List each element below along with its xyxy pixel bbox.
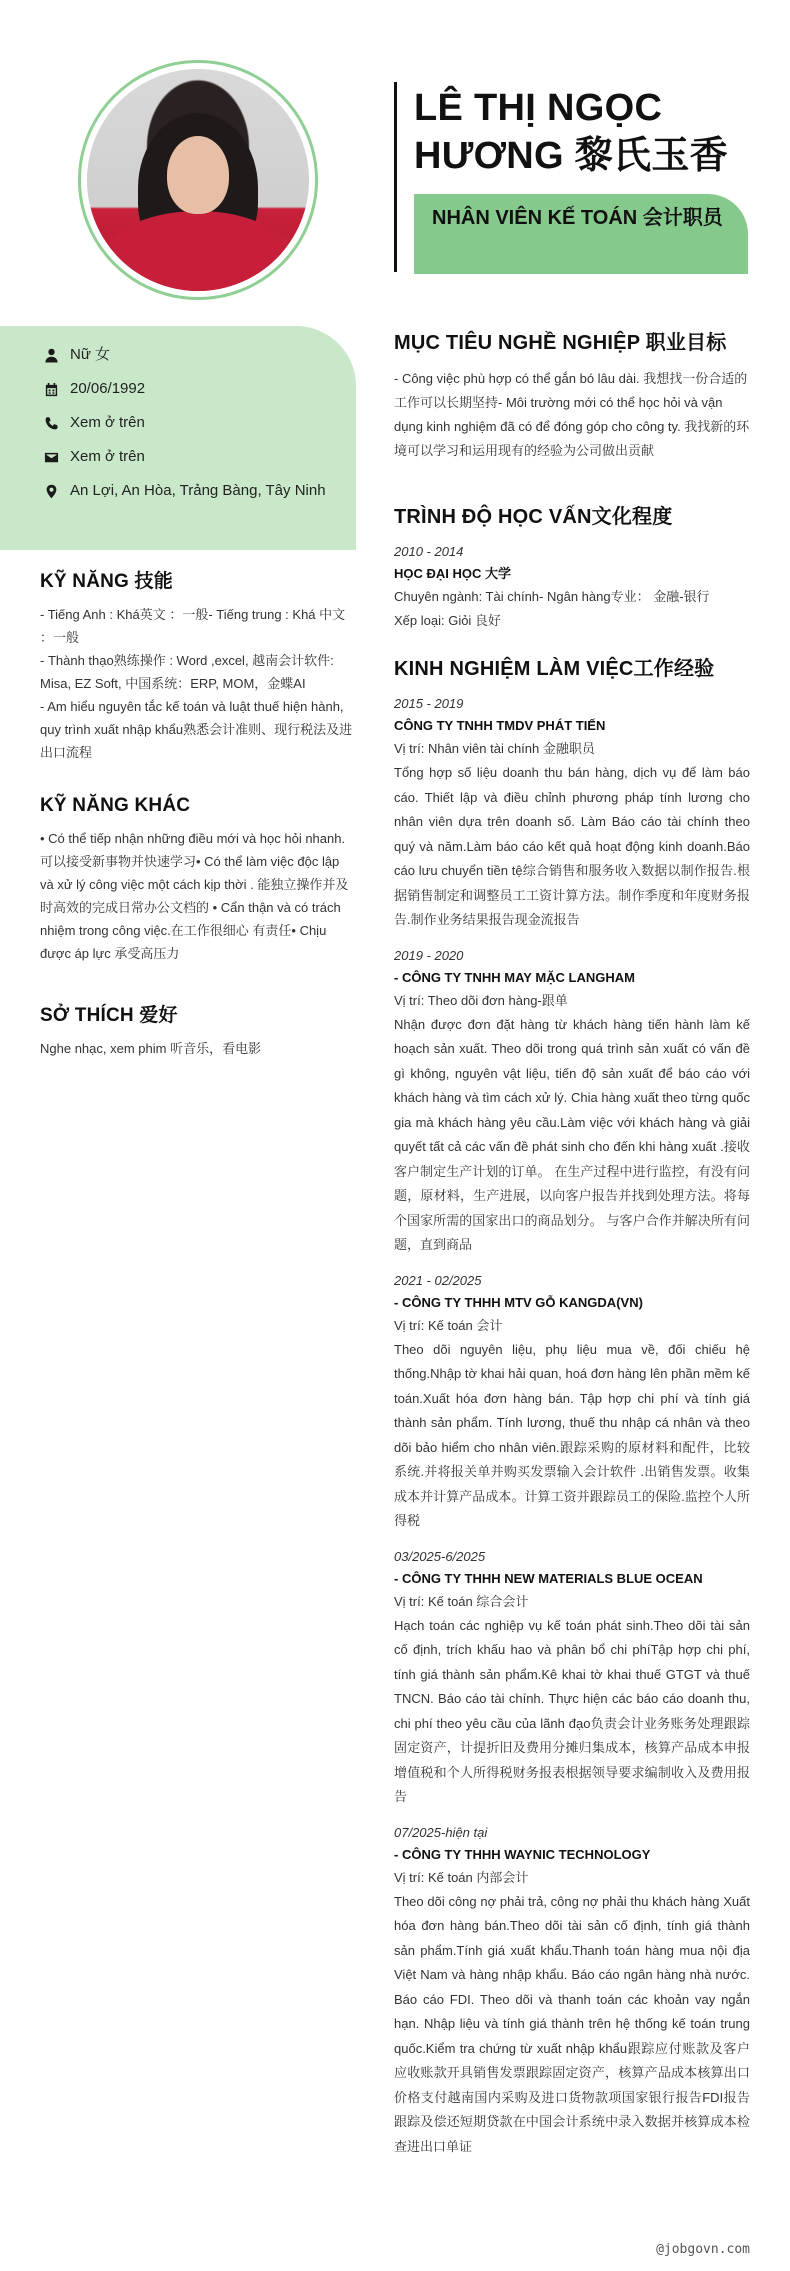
job-position: Vị trí: Kế toán 综合会计: [394, 1593, 529, 1609]
email-text: Xem ở trên: [70, 448, 145, 465]
profile-photo-frame: [78, 60, 318, 300]
job-period: 2019 - 2020: [394, 947, 464, 963]
education-major: Chuyên ngành: Tài chính- Ngân hàng专业： 金融-银行: [394, 589, 710, 604]
job-company: - CÔNG TY TNHH MAY MẶC LANGHAM: [394, 969, 635, 985]
gender-text: Nữ 女: [70, 346, 111, 363]
education-heading: TRÌNH ĐỘ HỌC VẤN文化程度: [394, 506, 673, 528]
job-period: 2015 - 2019: [394, 696, 464, 711]
address-text: An Lợi, An Hòa, Trảng Bàng, Tây Ninh: [70, 482, 326, 499]
objective-heading: MỤC TIÊU NGHỀ NGHIỆP 职业目标: [394, 332, 727, 354]
hobbies-section: [40, 1000, 356, 1060]
birthday-text: 20/06/1992: [70, 380, 146, 397]
contact-birthday: [44, 378, 336, 400]
calendar-icon: [44, 378, 70, 400]
experience-item: [394, 1822, 750, 2160]
skills-section: [40, 566, 356, 764]
skills-heading: KỸ NĂNG 技能: [40, 571, 173, 592]
job-title-badge: NHÂN VIÊN KẾ TOÁN 会计职员: [414, 194, 748, 274]
job-position: Vị trí: Nhân viên tài chính 金融职员: [394, 741, 595, 756]
job-description: Theo dõi nguyên liệu, phụ liệu mua về, đối chiếu hệ thống.Nhập tờ khai hải quan, hoá đơn hàng lên phần mềm kế toán.Xuất hóa đơn hàng bán. Tập hợp chi phí và tính giá thành sản phẩm. Tính lương, thuế thu nhập cá nhân và theo dõi bảo hiểm cho nhân viên.跟踪采购的原材料和配件，比较系统.并将报关单并购买发票输入会计软件 .出销售发票。收集成本并计算产品成本。计算工资并跟踪员工的保险.监控个人所得税: [394, 1341, 750, 1528]
candidate-name: LÊ THỊ NGỌC HƯƠNG 黎氏玉香: [414, 87, 728, 177]
job-position: Vị trí: Kế toán 会计: [394, 1317, 503, 1333]
education-school: HỌC ĐẠI HỌC 大学: [394, 566, 512, 581]
location-pin-icon: [44, 480, 70, 502]
contact-phone: [44, 412, 336, 434]
watermark: @jobgovn.com: [656, 2242, 750, 2257]
education-grade: Xếp loại: Giỏi 良好: [394, 613, 501, 628]
other-skills-text: • Có thể tiếp nhận những điều mới và học hỏi nhanh. 可以接受新事物并快速学习• Có thể làm việc độc lập và xử lý công việc một cách kịp thời . 能独立操作并及时高效的完成日常办公文档的 • Cẩn thận và có trách nhiệm trong công việc.在工作很细心 有责任• Chịu được áp lực 承受高压力: [40, 831, 349, 961]
other-skills-section: [40, 795, 356, 965]
job-period: 03/2025-6/2025: [394, 1548, 486, 1564]
objective-text: - Công việc phù hợp có thể gắn bó lâu dài. 我想找一份合适的工作可以长期坚持- Môi trường mới có thể học hỏi và vận dụng kinh nghiệm đã có để đóng góp cho công ty. 我找新的环境可以学习和运用现有的经验为公司做出贡献: [394, 371, 750, 458]
job-description: Tổng hợp số liệu doanh thu bán hàng, dịch vụ để làm báo cáo. Thiết lập và điều chỉnh phương pháp tính lương cho nhân viên dựa trên doanh số. Làm Báo cáo tài chính theo quý và năm.Làm báo cáo kết quả hoạt động kinh doanh.Báo cáo lưu chuyển tiền tệ综合销售和服务收入数据以制作报告.根据销售制定和调整员工工资计算方法。制作季度和年度财务报告.制作业务结果报告现金流报告: [394, 765, 750, 927]
envelope-icon: [44, 446, 70, 468]
job-period: 07/2025-hiện tại: [394, 1824, 488, 1840]
job-position: Vị trí: Theo dõi đơn hàng-跟单: [394, 992, 568, 1008]
job-company: - CÔNG TY THHH NEW MATERIALS BLUE OCEAN: [394, 1570, 703, 1586]
job-company: CÔNG TY TNHH TMDV PHÁT TIẾN: [394, 718, 606, 733]
phone-icon: [44, 412, 70, 434]
education-period: 2010 - 2014: [394, 544, 464, 559]
profile-photo: [87, 69, 309, 291]
education-section: [394, 500, 750, 633]
experience-item: [394, 693, 750, 933]
skills-text: - Tiếng Anh : Khá英文 ：一般- Tiếng trung : Khá 中文 ：一般 - Thành thạo熟练操作 : Word ,excel, 越南会计软件: Misa, EZ Soft, 中国系统：ERP, MOM，金蝶AI - Am hiểu nguyên tắc kế toán và luật thuế hiện hành, quy trình xuất nhập khẩu熟悉会计准则、现行税法及进出口流程: [40, 607, 353, 760]
contact-panel: [0, 326, 356, 550]
job-description: Theo dõi công nợ phải trả, công nợ phải thu khách hàng Xuất hóa đơn hàng bán.Theo dõi tài sản cố định, tính giá thành sản phẩm.Tính giá xuất khẩu.Thanh toán hàng mua nội địa Việt Nam và hàng nhập khẩu. Báo cáo ngân hàng nhà nước. Báo cáo FDI. Theo dõi và thanh toán các khoản vay ngắn hạn. Nhập liệu và tính giá thành trên hệ thống kế toán trung quốc.Kiểm tra chứng từ xuất nhập khẩu跟踪应付账款及客户应收账款开具销售发票跟踪固定资产，核算产品成本核算出口价格支付越南国内采购及进口货物款项国家银行报告FDI报告跟踪及偿还短期贷款在中国会计系统中录入数据并核算成本检查进出口单证: [394, 1893, 750, 2154]
hobbies-heading: SỞ THÍCH 爱好: [40, 1005, 178, 1026]
experience-section: [394, 652, 750, 2171]
person-icon: [44, 344, 70, 366]
job-company: - CÔNG TY THHH WAYNIC TECHNOLOGY: [394, 1846, 651, 1862]
experience-item: [394, 945, 750, 1258]
hobbies-text: Nghe nhạc, xem phim 听音乐，看电影: [40, 1041, 262, 1056]
experience-item: [394, 1546, 750, 1810]
phone-text: Xem ở trên: [70, 414, 145, 431]
other-skills-heading: KỸ NĂNG KHÁC: [40, 795, 191, 816]
contact-email: [44, 446, 336, 468]
experience-item: [394, 1270, 750, 1534]
job-position: Vị trí: Kế toán 内部会计: [394, 1869, 529, 1885]
job-description: Nhận được đơn đặt hàng từ khách hàng tiến hành làm kế hoạch sản xuất. Theo dõi trong quá trình sản xuất có vấn đề gì không, nguyên vật liệu, tiến độ sản xuất để báo cáo với khách hàng và tìm cách xử lý. Chia hàng xuất theo từng quốc gia mà khách hàng yêu cầu.Làm việc với khách hàng và giải quyết tất cả các vấn đề phát sinh cho đến khi hàng xuất .接收客户制定生产计划的订单。 在生产过程中进行监控，有没有问题，原材料，生产进展，以向客户报告并找到处理方法。将每个国家所需的国家出口的商品划分。 与客户合作并解决所有问题，直到商品: [394, 1016, 750, 1252]
objective-section: [394, 326, 750, 463]
experience-heading: KINH NGHIỆM LÀM VIỆC工作经验: [394, 658, 715, 680]
name-divider: [394, 82, 397, 272]
contact-gender: [44, 344, 336, 366]
job-company: - CÔNG TY THHH MTV GỖ KANGDA(VN): [394, 1294, 643, 1310]
job-period: 2021 - 02/2025: [394, 1272, 482, 1288]
contact-address: [44, 480, 336, 502]
job-description: Hạch toán các nghiệp vụ kế toán phát sinh.Theo dõi tài sản cố định, trích khấu hao và phân bổ chi phíTập hợp chi phí, tính giá thành sản phẩm.Kê khai tờ khai thuế GTGT và thuế TNCN. Báo cáo tài chính. Thực hiện các báo cáo doanh thu, chi phí theo yêu cầu của lãnh đạo负责会计业务账务处理跟踪固定资产，计提折旧及费用分摊归集成本，核算产品成本申报增值税和个人所得税财务报表根据领导要求编制收入及费用报告: [394, 1617, 750, 1804]
